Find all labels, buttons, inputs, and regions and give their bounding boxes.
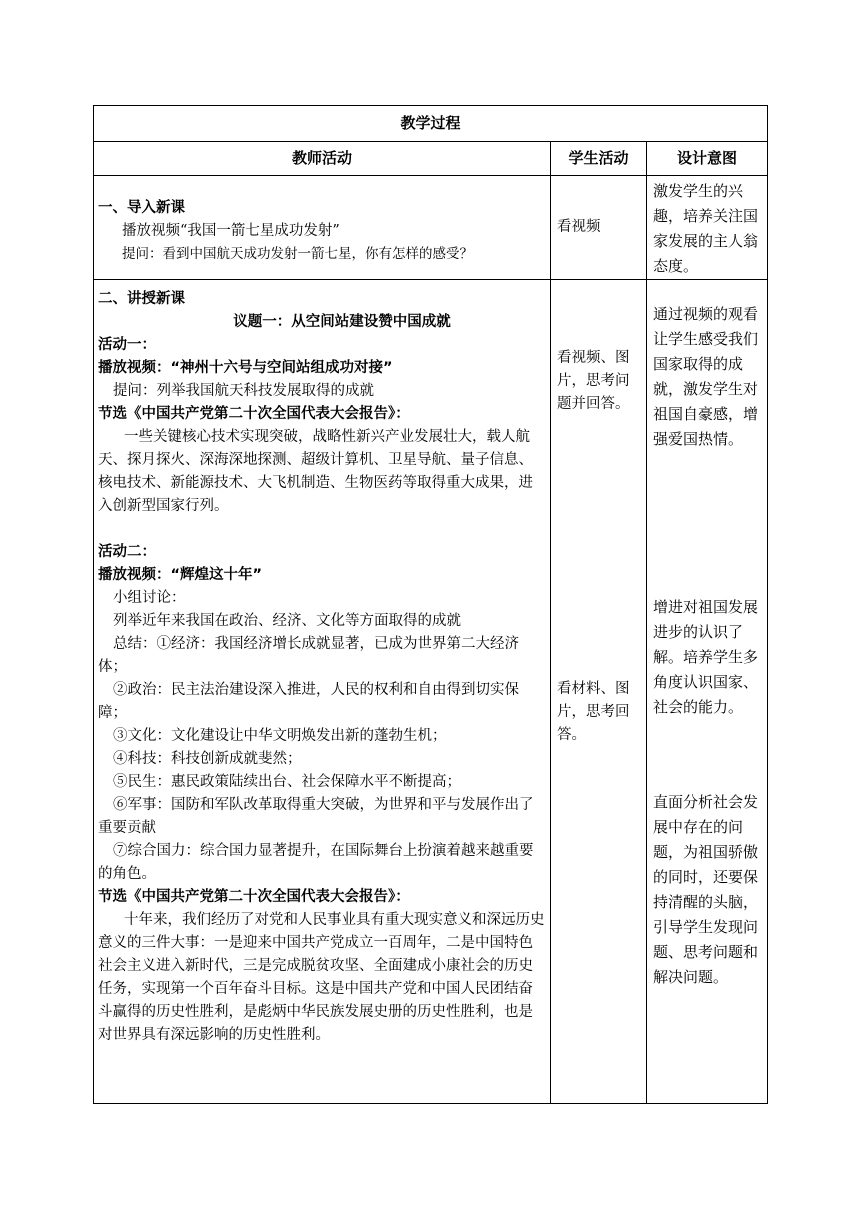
teaching-process-table bbox=[93, 105, 768, 1104]
intro-student-cell bbox=[551, 176, 647, 280]
spacer bbox=[98, 518, 546, 541]
intro-teacher-cell bbox=[94, 176, 551, 280]
activity-1-excerpt: 一些关键核心技术实现突破，战略性新兴产业发展壮大，载人航天、探月探火、深海深地探测、超级计算机、卫星导航、量子信息、核电技术、新能源技术、大飞机制造、生物医药等取得重大成果，进入创新型国家行列。 bbox=[98, 429, 533, 514]
activity-2-video: 播放视频：“辉煌这十年” bbox=[98, 567, 263, 583]
header-design-intent: 设计意图 bbox=[647, 142, 768, 176]
activity-2-label: 活动二： bbox=[98, 544, 156, 560]
activity-2-excerpt-label: 节选《中国共产党第二十次全国代表大会报告》： bbox=[98, 889, 410, 905]
summary-livelihood: ⑤民生：惠民政策陆续出台、社会保障水平不断提高； bbox=[113, 774, 461, 790]
intro-heading: 一、导入新课 bbox=[98, 200, 185, 216]
lesson-student-cell bbox=[551, 280, 647, 1104]
summary-national-power: ⑦综合国力：综合国力显著提升，在国际舞台上扮演着越来越重要的角色。 bbox=[98, 843, 534, 882]
student-activity-2: 看材料、图片，思考回答。 bbox=[557, 681, 630, 743]
summary-politics: ②政治：民主法治建设深入推进，人民的权利和自由得到切实保障； bbox=[98, 682, 519, 721]
activity-2-group-discussion: 小组讨论： bbox=[113, 590, 186, 606]
activity-1-label: 活动一： bbox=[98, 337, 156, 353]
intro-line-1: 播放视频“我国一箭七星成功发射” bbox=[122, 223, 340, 239]
activity-2-excerpt: 十年来，我们经历了对党和人民事业具有重大现实意义和深远历史意义的三件大事：一是迎来中国共产党成立一百周年，二是中国特色社会主义进入新时代，三是完成脱贫攻坚、全面建成小康社会的历史任务，实现第一个百年奋斗目标。这是中国共产党和中国人民团结奋斗赢得的历史性胜利，是彪炳中华民族发展史册的历史性胜利，也是对世界具有深远影响的历史性胜利。 bbox=[98, 912, 545, 1043]
activity-2-task: 列举近年来我国在政治、经济、文化等方面取得的成就 bbox=[113, 613, 461, 629]
lesson-heading: 二、讲授新课 bbox=[98, 291, 185, 307]
intro-design-cell bbox=[647, 176, 768, 280]
summary-economy: 总结：①经济：我国经济增长成就显著，已成为世界第二大经济体； bbox=[98, 636, 519, 675]
header-teacher-activity: 教师活动 bbox=[94, 142, 551, 176]
activity-1-question: 提问：列举我国航天科技发展取得的成就 bbox=[113, 383, 374, 399]
table-title: 教学过程 bbox=[94, 106, 768, 142]
design-intent-1: 通过视频的观看让学生感受我们国家取得的成就，激发学生对祖国自豪感，增强爱国热情。 bbox=[653, 305, 759, 448]
topic-title: 议题一：从空间站建设赞中国成就 bbox=[233, 314, 451, 330]
design-intent-3: 直面分析社会发展中存在的问题，为祖国骄傲的同时，还要保持清醒的头脑，引导学生发现问题、思考问题和解决问题。 bbox=[653, 793, 759, 986]
lesson-plan-page bbox=[93, 105, 767, 1104]
intro-student-text: 看视频 bbox=[557, 219, 601, 235]
activity-1-excerpt-label: 节选《中国共产党第二十次全国代表大会报告》： bbox=[98, 406, 410, 422]
design-intent-2: 增进对祖国发展进步的认识了解。培养学生多角度认识国家、社会的能力。 bbox=[653, 598, 759, 716]
header-student-activity: 学生活动 bbox=[551, 142, 647, 176]
summary-military: ⑥军事：国防和军队改革取得重大突破，为世界和平与发展作出了重要贡献 bbox=[98, 797, 534, 836]
intro-design-text: 激发学生的兴趣，培养关注国家发展的主人翁态度。 bbox=[653, 182, 759, 275]
lesson-teacher-cell bbox=[94, 280, 551, 1104]
student-activity-1: 看视频、图片，思考问题并回答。 bbox=[557, 350, 630, 412]
intro-line-2: 提问：看到中国航天成功发射一箭七星，你有怎样的感受？ bbox=[122, 246, 473, 262]
lesson-design-cell bbox=[647, 280, 768, 1104]
summary-culture: ③文化：文化建设让中华文明焕发出新的蓬勃生机； bbox=[113, 728, 447, 744]
summary-tech: ④科技：科技创新成就斐然； bbox=[113, 751, 302, 767]
activity-1-video: 播放视频：“神州十六号与空间站组成功对接” bbox=[98, 360, 393, 376]
